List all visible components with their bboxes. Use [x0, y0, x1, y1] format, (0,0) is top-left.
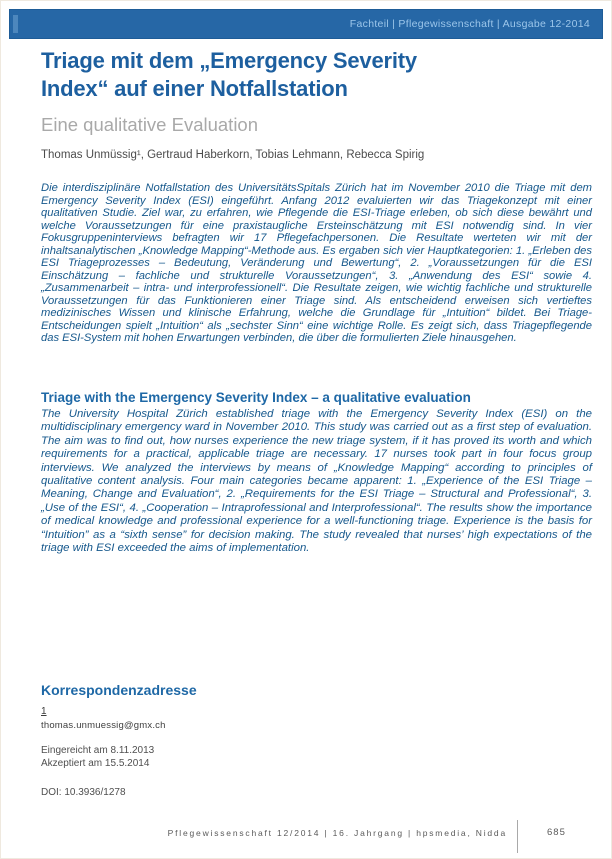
- authors-line: Thomas Unmüssig¹, Gertraud Haberkorn, Tobias Lehmann, Rebecca Spirig: [41, 149, 425, 161]
- abstract-english-heading: Triage with the Emergency Severity Index – a qualitative evaluation: [41, 390, 471, 405]
- doi-line: DOI: 10.3936/1278: [41, 787, 126, 798]
- correspondence-heading: Korrespondenzadresse: [41, 682, 197, 698]
- abstract-german: Die interdisziplinäre Notfallstation des UniversitätsSpitals Zürich hat im November 2010 die Triage mit dem Emergency Severity Index (ESI) eingeführt. Anfang 2012 evaluierten wir das Triagekonzept mit einer qualitativen Studie. Ziel war, zu erfahren, wie Pflegende die ESI-Triage erleben, ob sich diese bewährt und welche Voraussetzungen für eine praxistaugliche Ersteinschätzung mit ESI notwendig sind. In vier Fokusgruppeninterviews befragten wir 17 Pflegefachpersonen. Die Resultate werteten wir mit der inhaltsanalytischen „Knowledge Mapping“-Methode aus. Es ergaben sich vier Hauptkategorien: 1. „Erleben des ESI Triageprozesses – Bedeutung, Veränderung und Bewertung“, 2. „Voraussetzungen für die ESI Einschätzung – fachliche und strukturelle Voraussetzungen“, 3. „Anwendung des ESI“ sowie 4. „Zusammenarbeit – intra- und interprofessionell“. Die Resultate zeigen, wie wichtig fachliche und strukturelle Voraussetzungen für das Funktionieren einer Triage sind. Als entscheidend erweisen sich vertieftes medizinisches Wissen und klinische Erfahrung, welche die Grundlage für „Intuition“ bildet. Bei Triage-Entscheidungen spielt „Intuition“ als „sechster Sinn“ eine wichtige Rolle. Es zeigt sich, dass Triagepflegende das ESI-System mit hohen Erwartungen verbinden, die über die formulierten Ziele hinausgehen.: [41, 182, 592, 344]
- submission-dates: [41, 745, 154, 770]
- footer-journal-line: Pflegewissenschaft 12/2014 | 16. Jahrgang | hpsmedia, Nidda: [167, 828, 507, 838]
- header-bar: [9, 9, 603, 39]
- submitted-date: Eingereicht am 8.11.2013: [41, 745, 155, 756]
- page-number: 685: [547, 827, 566, 838]
- accepted-date: Akzeptiert am 15.5.2014: [41, 757, 150, 769]
- article-title: Triage mit dem „Emergency Severity Index“ auf einer Notfallstation: [41, 48, 417, 101]
- footer-separator: [517, 820, 518, 853]
- header-journal-info: Fachteil | Pflegewissenschaft | Ausgabe 12-2014: [349, 18, 590, 30]
- article-subtitle: Eine qualitative Evaluation: [41, 114, 259, 135]
- correspondence-email[interactable]: thomas.unmuessig@gmx.ch: [41, 720, 166, 731]
- footnote-ref-link[interactable]: 1: [41, 706, 47, 717]
- abstract-english: The University Hospital Zürich established triage with the Emergency Severity Index (ESI) on the multidisciplinary emergency ward in November 2010. This study was carried out as a first step of evaluation. The aim was to find out, how nurses experience the new triage system, if it has proved its worth and which requirements for a practical, applicable triage are necessary. 17 nurses took part in four focus group interviews. We analyzed the interviews by means of „Knowledge Mapping“ according to principles of qualitative content analysis. Four main categories became apparent: 1. „Experience of the ESI Triage – Meaning, Change and Evaluation“, 2. „Requirements for the ESI Triage – Structural and Professional“, 3. „Use of the ESI“, 4. „Cooperation – Intraprofessional and Interprofessional“. The results show the importance of medical knowledge and professional experience for a well-functioning triage. Experience is the basis for “Intuition” as a “sixth sense” for decision making. The study revealed that nurses’ high expectations of the triage with ESI exceeded the aims of implementation.: [41, 408, 592, 555]
- header-accent: [13, 15, 18, 33]
